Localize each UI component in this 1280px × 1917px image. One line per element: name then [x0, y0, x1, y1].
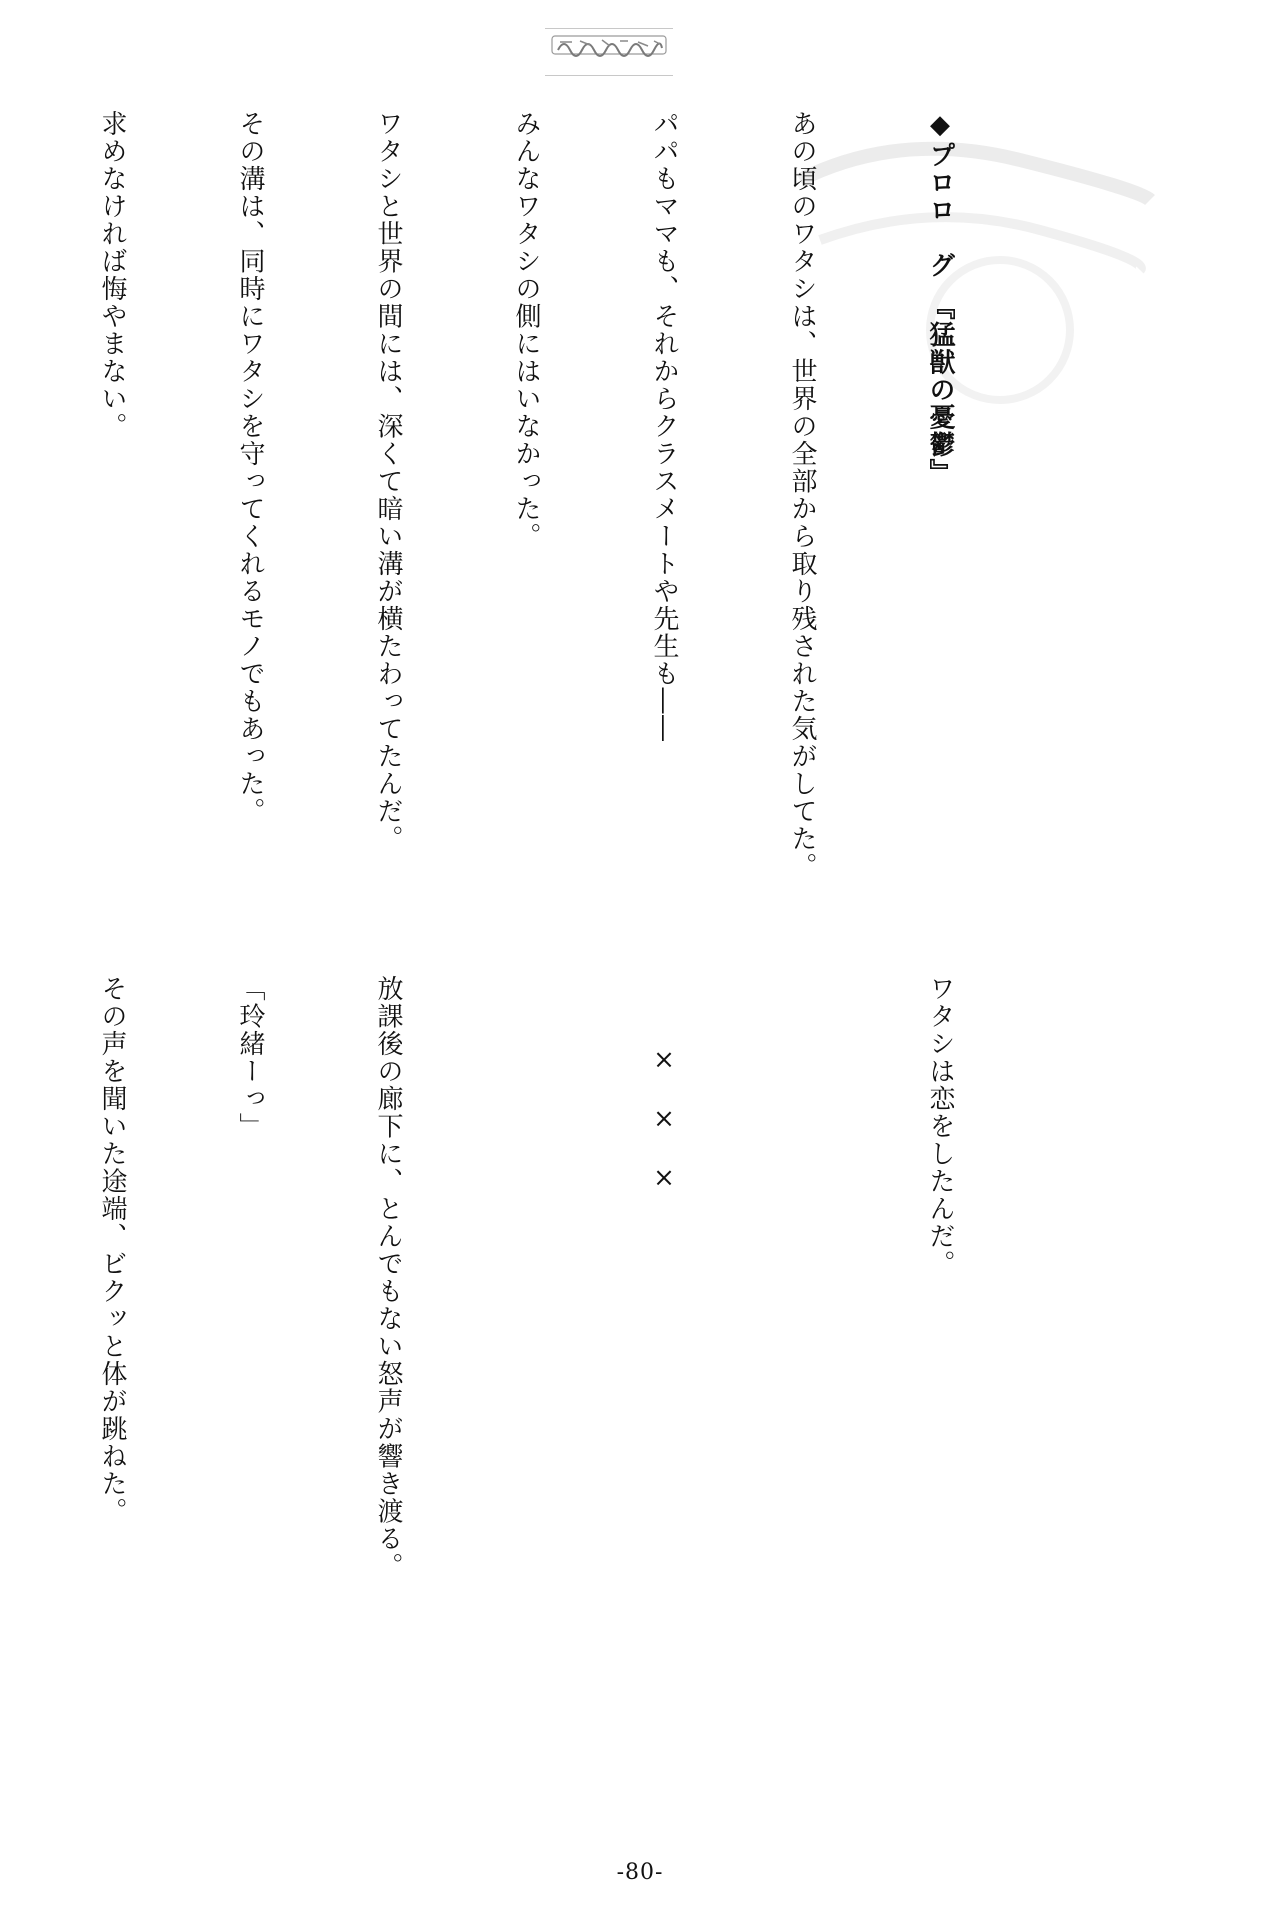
- text-line: その声を聞いた途端、ビクッと体が跳ねた。: [97, 975, 127, 1525]
- section-title: ◆プロロ グ 『猛獣の憂鬱』: [925, 110, 955, 486]
- page-number: -80-: [616, 1860, 664, 1885]
- text-line: ワタシと世界の間には、深くて暗い溝が横たわってたんだ。: [373, 110, 403, 853]
- text-line: あの頃のワタシは、世界の全部から取り残された気がしてた。: [787, 110, 817, 880]
- text-line: ワタシは恋をしたんだ。: [925, 975, 955, 1278]
- text-line: パパもママも、それからクラスメートや先生も――: [649, 110, 679, 743]
- logo-subtitle: [604, 59, 614, 72]
- logo-icon: [550, 32, 668, 58]
- text-line: 求めなければ悔やまない。: [97, 110, 127, 440]
- prologue-lower-text: [0, 975, 1055, 1775]
- text-line: その溝は、同時にワタシを守ってくれるモノでもあった。: [235, 110, 265, 825]
- text-line: [503, 975, 549, 1775]
- header-logo: [545, 28, 673, 76]
- text-line: [779, 975, 825, 1775]
- text-line: 「玲緒ーっ」: [235, 975, 265, 1140]
- text-line: みんなワタシの側にはいなかった。: [511, 110, 541, 550]
- text-line: 放課後の廊下に、とんでもない怒声が響き渡る。: [373, 975, 403, 1580]
- scene-break: × × ×: [649, 1045, 679, 1195]
- prologue-upper-text: [0, 110, 1055, 910]
